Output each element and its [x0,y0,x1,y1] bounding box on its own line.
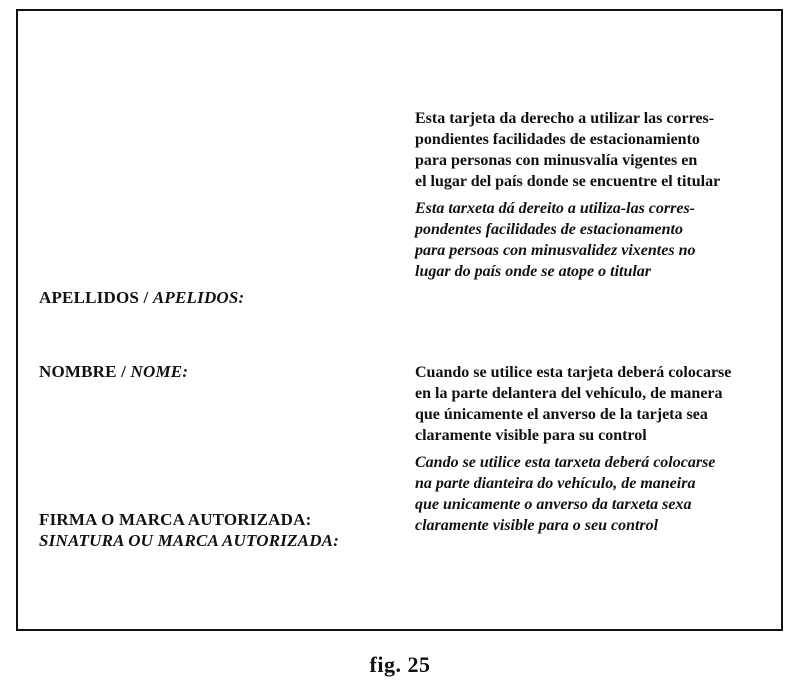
label-separator: / [139,288,153,307]
name-label [39,361,188,382]
label-separator: / [116,362,131,381]
name-label-spanish: NOMBRE [39,362,117,381]
text-line: Esta tarjeta da derecho a utilizar las corres- [415,110,715,127]
text-line: que unicamente o anverso da tarxeta sexa [415,496,692,513]
text-line: Cuando se utilice esta tarjeta deberá colocarse [415,364,732,381]
text-line: en la parte delantera del vehículo, de manera [415,385,723,402]
text-line: na parte dianteira do vehículo, de maneira [415,475,696,492]
text-line: Cando se utilice esta tarxeta deberá colocarse [415,454,716,471]
text-line: para persoas con minusvalidez vixentes no [415,242,696,259]
surname-label-galician: APELIDOS: [152,288,245,307]
surname-label [39,287,244,308]
text-line: pondientes facilidades de estacionamiento [415,131,700,148]
text-line: claramente visible para su control [415,427,647,444]
text-line: para personas con minusvalía vigentes en [415,152,698,169]
parking-card-back [16,9,783,631]
rights-paragraph-spanish [415,108,785,192]
rights-paragraph-galician [415,198,785,282]
placement-paragraph-galician [415,452,785,536]
text-line: que únicamente el anverso de la tarjeta sea [415,406,708,423]
text-line: pondentes facilidades de estacionamento [415,221,683,238]
surname-label-spanish: APELLIDOS [39,288,140,307]
signature-label-galician: SINATURA OU MARCA AUTORIZADA: [39,531,340,550]
placement-paragraph-spanish [415,362,785,446]
name-label-galician: NOME: [130,362,189,381]
signature-label [39,509,339,551]
text-line: el lugar del país donde se encuentre el titular [415,173,721,190]
text-line: Esta tarxeta dá dereito a utiliza-las corres- [415,200,695,217]
figure-caption: fig. 25 [369,652,431,677]
text-line: claramente visible para o seu control [415,517,659,534]
text-line: lugar do país onde se atope o titular [415,263,652,280]
signature-label-spanish: FIRMA O MARCA AUTORIZADA: [39,510,312,529]
